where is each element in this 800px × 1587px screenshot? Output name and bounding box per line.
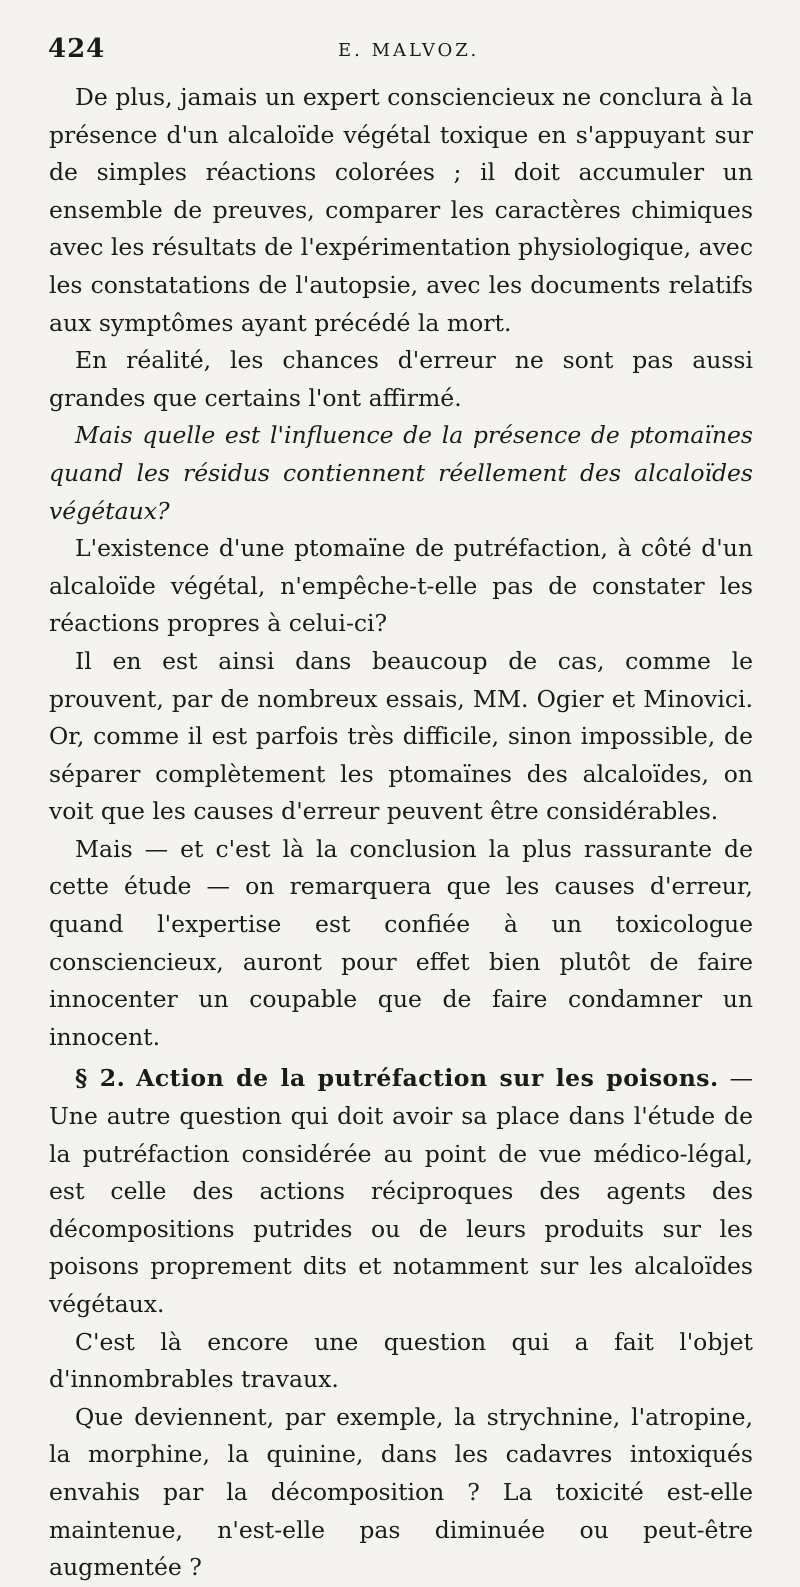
section-title: Action de la putréfaction sur les poisons. <box>136 1064 719 1093</box>
paragraph-separation-difficulty: Il en est ainsi dans beaucoup de cas, comme le prouvent, par de nombreux essais, MM. Ogier et Minovici. Or, comme il est parfois très difficile, sinon impossible, de séparer complètement les ptomaïnes des alcaloïdes, on voit que les causes d'erreur peuvent être considérables. <box>49 646 753 826</box>
section-2-paragraph <box>49 1060 753 1323</box>
page-number: 424 <box>48 34 106 64</box>
section-2-text: — Une autre question qui doit avoir sa place dans l'étude de la putréfaction considérée au point de vue médico-légal, est celle des actions réciproques des agents des décompositions putrides ou de leurs produits sur les poisons proprement dits et notamment sur les alcaloïdes végétaux. <box>49 1064 753 1318</box>
running-title: E. MALVOZ. <box>338 40 480 61</box>
section-number: § 2. <box>75 1064 126 1093</box>
paragraph-expert-conclusion: De plus, jamais un expert consciencieux ne conclura à la présence d'un alcaloïde végétal toxique en s'appuyant sur de simples réactions colorées ; il doit accumuler un ensemble de preuves, comparer les caractères chimiques avec les résultats de l'expérimentation physiologique, avec les constatations de l'autopsie, avec les documents relatifs aux symptômes ayant précédé la mort. <box>49 83 753 337</box>
body-text <box>49 79 753 1587</box>
paragraph-ptomaine-question: Mais quelle est l'influence de la présence de ptomaïnes quand les résidus contiennent réellement des alcaloïdes végétaux? <box>49 421 753 525</box>
paragraph-countless-works: C'est là encore une question qui a fait l'objet d'innombrables travaux. <box>49 1327 753 1394</box>
paragraph-error-chances: En réalité, les chances d'erreur ne sont pas aussi grandes que certains l'ont affirmé. <box>49 346 753 412</box>
paragraph-ptomaine-existence: L'existence d'une ptomaïne de putréfaction, à côté d'un alcaloïde végétal, n'empêche-t-elle pas de constater les réactions propres à celui-ci? <box>49 534 753 638</box>
running-head <box>48 34 754 74</box>
paragraph-reassuring-conclusion: Mais — et c'est là la conclusion la plus rassurante de cette étude — on remarquera que les causes d'erreur, quand l'expertise est confiée à un toxicologue consciencieux, auront pour effet bien plutôt de faire innocenter un coupable que de faire condamner un innocent. <box>49 834 753 1051</box>
paragraph-alkaloid-fate: Que deviennent, par exemple, la strychnine, l'atropine, la morphine, la quinine, dans les cadavres intoxiqués envahis par la décomposition ? La toxicité est-elle maintenue, n'est-elle pas diminuée ou peut-être augmentée ? <box>49 1402 753 1582</box>
